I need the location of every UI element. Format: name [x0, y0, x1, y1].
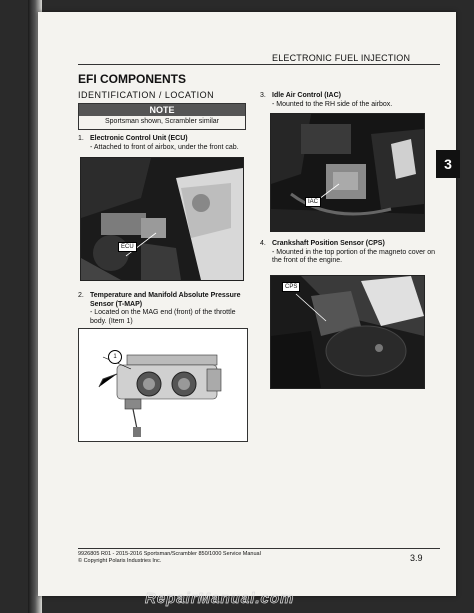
note-heading: NOTE [79, 104, 245, 116]
cps-label: CPS [282, 282, 300, 292]
iac-photo [270, 113, 425, 232]
footer-manual-id: 9926805 R01 - 2015-2016 Sportsman/Scrambler 850/1000 Service Manual [78, 551, 261, 557]
throttle-body-diagram [78, 328, 248, 442]
item-title: Idle Air Control (IAC) [272, 92, 341, 99]
note-text: Sportsman shown, Scrambler similar [105, 118, 219, 125]
item-title: Crankshaft Position Sensor (CPS) [272, 240, 385, 247]
item-number: 4. [260, 240, 266, 247]
section-title: EFI COMPONENTS [78, 72, 187, 86]
ecu-photo [80, 157, 244, 281]
item-title: Temperature and Manifold Absolute Pressure Sensor (T-MAP) [90, 292, 241, 308]
item-description: - Attached to front of airbox, under the front cab. [90, 143, 239, 151]
ecu-label: ECU [118, 242, 137, 252]
watermark: RepairManual.com [145, 590, 295, 607]
cps-photo [270, 275, 425, 389]
section-subtitle: IDENTIFICATION / LOCATION [78, 90, 215, 100]
chapter-tab: 3 [436, 150, 460, 178]
item-number: 1. [78, 135, 84, 142]
item-number: 3. [260, 92, 266, 99]
iac-label: IAC [305, 197, 321, 207]
item-iac [260, 92, 440, 109]
item-description: - Mounted to the RH side of the airbox. [272, 100, 393, 108]
footer-divider [78, 548, 440, 549]
item-title: Electronic Control Unit (ECU) [90, 135, 188, 142]
item-ecu [78, 135, 248, 152]
note-box [78, 103, 246, 130]
callout-item-1: 1 [108, 350, 122, 364]
page-number: 3.9 [410, 553, 423, 563]
header-divider [78, 64, 440, 65]
chapter-header: ELECTRONIC FUEL INJECTION [272, 53, 411, 63]
item-tmap [78, 292, 246, 326]
item-description: - Mounted in the top portion of the magneto cover on the front of the engine. [272, 248, 436, 264]
footer-copyright: © Copyright Polaris Industries Inc. [78, 558, 162, 564]
item-description: - Located on the MAG end (front) of the throttle body. (Item 1) [90, 309, 236, 325]
item-cps [260, 240, 440, 266]
footer-info [78, 551, 261, 565]
item-number: 2. [78, 292, 84, 299]
